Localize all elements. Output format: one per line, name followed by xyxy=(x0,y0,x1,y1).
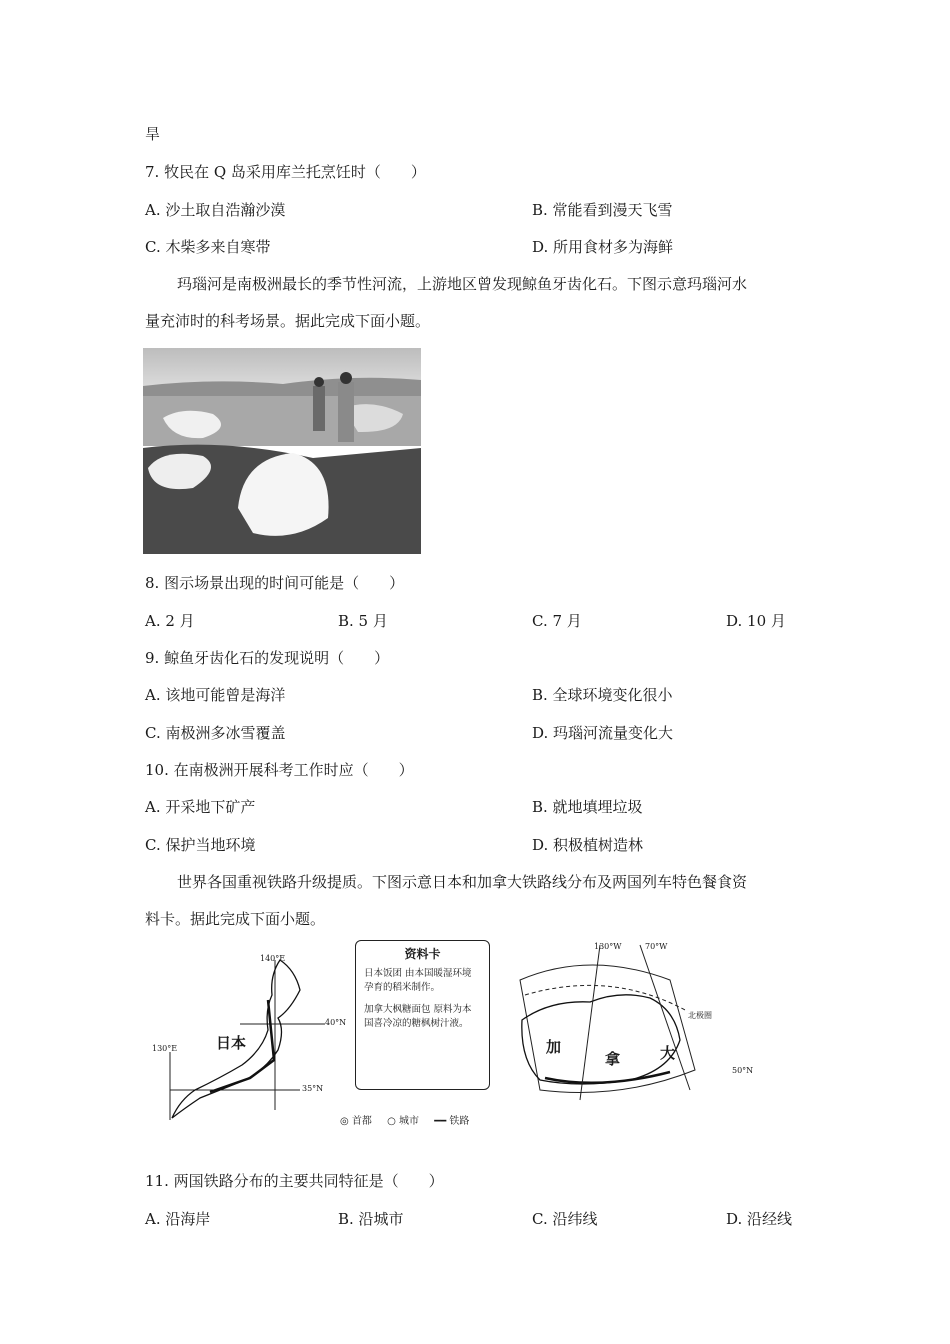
q7-option-b: B. 常能看到漫天飞雪 xyxy=(532,201,673,219)
info-card-title: 资料卡 xyxy=(404,947,441,961)
legend-railway: ━━ 铁路 xyxy=(434,1116,470,1127)
q11-option-d: D. 沿经线 xyxy=(726,1210,793,1228)
info-card-text-japan: 日本饭团 由本国暖湿环境孕育的稻米制作。 xyxy=(364,968,472,993)
japan-lat-40: 40°N xyxy=(325,1018,347,1027)
q7-option-c: C. 木柴多来自寒带 xyxy=(145,238,271,256)
legend-city: ○ 城市 xyxy=(387,1116,419,1127)
arctic-circle-label: 北极圈 xyxy=(688,1011,712,1020)
intro1-line1: 玛瑙河是南极洲最长的季节性河流，上游地区曾发现鲸鱼牙齿化石。下图示意玛瑙河水 xyxy=(177,275,748,293)
q8-option-a: A. 2 月 xyxy=(145,612,195,630)
japan-lon-140: 140°E xyxy=(260,954,286,963)
q11-option-a: A. 沿海岸 xyxy=(145,1210,211,1228)
japan-label: 日本 xyxy=(216,1034,247,1052)
q9-option-c: C. 南极洲多冰雪覆盖 xyxy=(145,724,286,742)
intro2-line2: 料卡。据此完成下面小题。 xyxy=(145,910,326,928)
map-legend xyxy=(340,1112,481,1127)
japan-lon-130: 130°E xyxy=(152,1044,178,1053)
q9-option-b: B. 全球环境变化很小 xyxy=(532,686,673,704)
q11-option-b: B. 沿城市 xyxy=(338,1210,404,1228)
canada-lat-50: 50°N xyxy=(732,1066,754,1075)
canada-lon-130: 130°W xyxy=(594,942,622,951)
q9-option-d: D. 玛瑙河流量变化大 xyxy=(532,724,674,742)
q10-option-b: B. 就地填埋垃圾 xyxy=(532,798,643,816)
question-7-stem: 7. 牧民在 Q 岛采用库兰托烹饪时（ ） xyxy=(145,163,426,181)
canada-lon-70: 70°W xyxy=(645,942,668,951)
antarctic-field-photo xyxy=(143,348,421,554)
question-9-stem: 9. 鲸鱼牙齿化石的发现说明（ ） xyxy=(145,649,390,667)
q8-option-b: B. 5 月 xyxy=(338,612,388,630)
legend-capital: ◎ 首都 xyxy=(340,1116,372,1127)
q8-option-d: D. 10 月 xyxy=(726,612,786,630)
q7-option-d: D. 所用食材多为海鲜 xyxy=(532,238,674,256)
info-card xyxy=(355,940,490,1090)
q10-option-a: A. 开采地下矿产 xyxy=(145,798,256,816)
info-card-text-canada: 加拿大枫糖面包 原料为本国喜冷凉的糖枫树汁液。 xyxy=(364,1004,472,1029)
rail-map-figure xyxy=(150,940,760,1130)
q7-option-a: A. 沙土取自浩瀚沙漠 xyxy=(145,201,286,219)
intro2-line1: 世界各国重视铁路升级提质。下图示意日本和加拿大铁路线分布及两国列车特色餐食资 xyxy=(177,873,748,891)
canada-label-3: 大 xyxy=(660,1044,676,1062)
q8-option-c: C. 7 月 xyxy=(532,612,582,630)
question-10-stem: 10. 在南极洲开展科考工作时应（ ） xyxy=(145,761,414,779)
q10-option-c: C. 保护当地环境 xyxy=(145,836,256,854)
question-8-stem: 8. 图示场景出现的时间可能是（ ） xyxy=(145,574,405,592)
japan-lat-35: 35°N xyxy=(302,1084,324,1093)
question-11-stem: 11. 两国铁路分布的主要共同特征是（ ） xyxy=(145,1172,444,1190)
q10-option-d: D. 积极植树造林 xyxy=(532,836,644,854)
canada-label-1: 加 xyxy=(546,1038,562,1056)
canada-label-2: 拿 xyxy=(605,1050,621,1068)
intro1-line2: 量充沛时的科考场景。据此完成下面小题。 xyxy=(145,312,431,330)
q9-option-a: A. 该地可能曾是海洋 xyxy=(145,686,286,704)
q11-option-c: C. 沿纬线 xyxy=(532,1210,598,1228)
top-fragment: 旱 xyxy=(145,125,161,143)
